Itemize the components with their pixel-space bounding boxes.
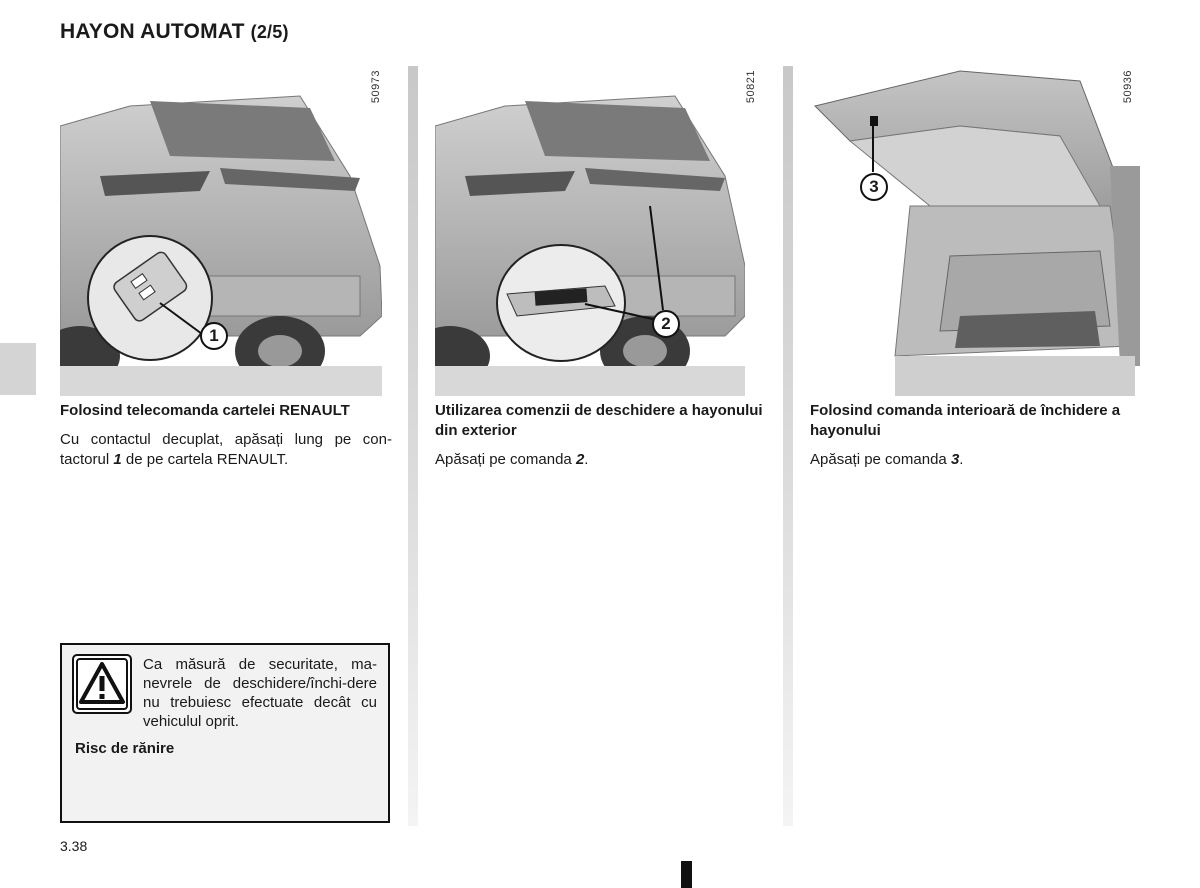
callout-1: 1 xyxy=(200,322,228,350)
warning-triangle-icon xyxy=(72,654,132,714)
callout-3: 3 xyxy=(860,173,888,201)
page-number: 3.38 xyxy=(60,838,88,854)
illustration-ref-2: 50821 xyxy=(745,70,757,104)
illustration-interior-switch xyxy=(810,66,1140,396)
page-part: (2/5) xyxy=(250,22,289,42)
column-3-text xyxy=(810,401,1142,470)
illustration-ref-1: 50973 xyxy=(370,70,382,104)
column-3-heading: Folosind comanda interioară de închidere a hayonului xyxy=(810,402,1121,439)
column-divider-1 xyxy=(408,66,418,826)
page-title-text: HAYON AUTOMAT xyxy=(60,20,245,43)
illustration-exterior-switch xyxy=(435,66,745,396)
page-edge-marker xyxy=(681,861,692,888)
chapter-side-tab xyxy=(0,343,36,395)
column-2-heading: Utilizarea comenzii de deschidere a hayonului din exterior xyxy=(435,402,763,439)
column-2-text xyxy=(435,401,767,470)
column-2-body: Apăsați pe comanda 2. xyxy=(435,451,589,468)
warning-box xyxy=(60,643,390,823)
column-divider-2 xyxy=(783,66,793,826)
warning-text: Ca măsură de securitate, ma-nevrele de deschidere/închi-dere nu trebuiesc efectuate decât cu vehiculul oprit. xyxy=(143,656,377,730)
illustration-ref-3: 50936 xyxy=(1122,70,1134,104)
column-3-body: Apăsați pe comanda 3. xyxy=(810,451,964,468)
callout-2: 2 xyxy=(652,310,680,338)
column-1-heading: Folosind telecomanda cartelei RENAULT xyxy=(60,402,350,419)
warning-risk: Risc de rănire xyxy=(75,740,175,757)
column-1-text xyxy=(60,401,392,470)
column-1-body: Cu contactul decuplat, apăsați lung pe con-tactorul 1 de pe cartela RENAULT. xyxy=(60,431,392,468)
page-title xyxy=(60,20,289,44)
